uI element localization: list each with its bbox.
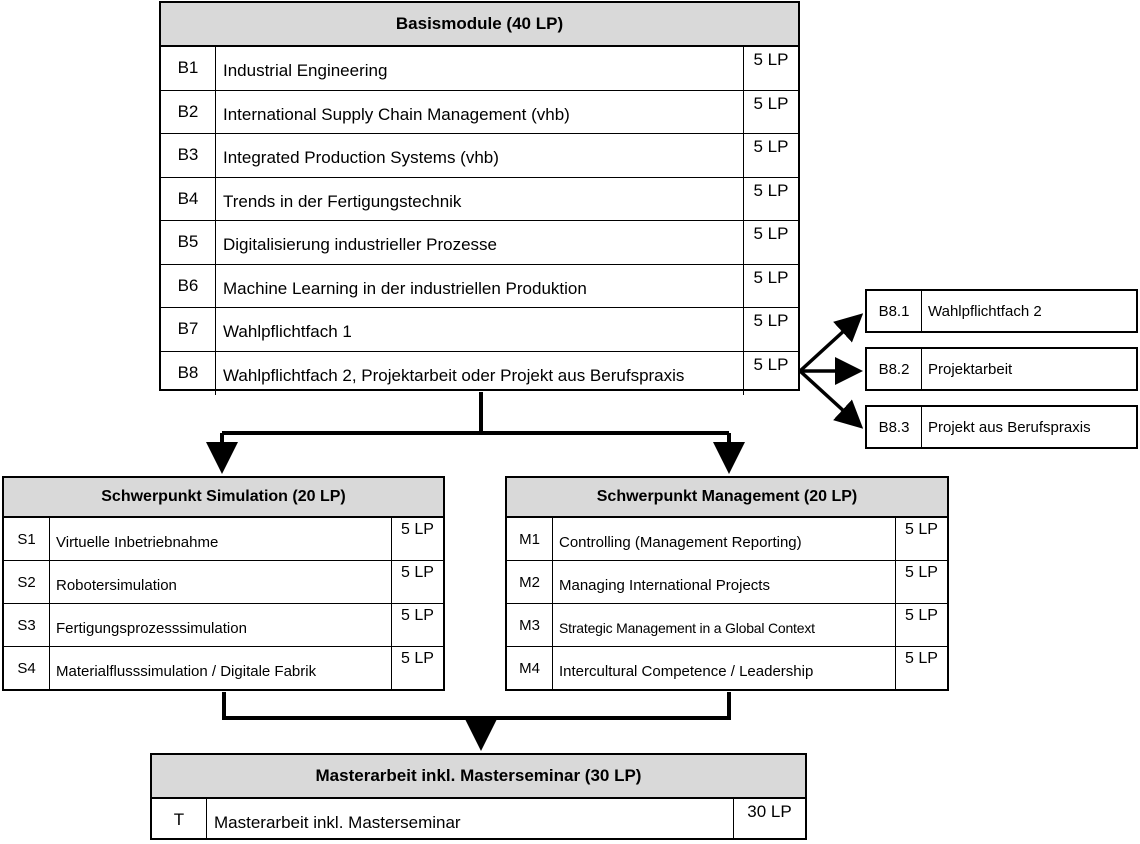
arrow-b8-to-b8-3 — [800, 371, 858, 424]
module-name: Intercultural Competence / Leadership — [559, 663, 814, 680]
module-row-b3 — [161, 134, 798, 178]
module-credits: 5 LP — [391, 604, 443, 646]
management-table — [505, 476, 949, 691]
option-name: Projektarbeit — [928, 360, 1013, 378]
option-code: B8.2 — [867, 349, 922, 389]
module-name: Virtuelle Inbetriebnahme — [56, 533, 219, 551]
module-code: B2 — [161, 91, 216, 134]
option-name: Wahlpflichtfach 2 — [928, 302, 1042, 320]
module-name: Robotersimulation — [56, 576, 177, 594]
module-name: Strategic Management in a Global Context — [559, 620, 815, 636]
module-credits: 5 LP — [743, 221, 798, 264]
module-code: S3 — [4, 604, 50, 646]
module-name: Managing International Projects — [559, 576, 770, 594]
module-name: Controlling (Management Reporting) — [559, 533, 802, 551]
option-code: B8.1 — [867, 291, 922, 331]
module-row-b2 — [161, 91, 798, 135]
module-name: Machine Learning in der industriellen Produktion — [223, 278, 587, 298]
module-credits: 30 LP — [733, 799, 805, 840]
module-name: Industrial Engineering — [223, 61, 388, 81]
module-row-t — [152, 799, 805, 840]
module-code: S4 — [4, 647, 50, 690]
module-row-b7 — [161, 308, 798, 352]
masterarbeit-header: Masterarbeit inkl. Masterseminar (30 LP) — [152, 755, 805, 799]
simulation-table — [2, 476, 445, 691]
module-credits: 5 LP — [391, 518, 443, 560]
module-credits: 5 LP — [895, 647, 947, 690]
module-credits: 5 LP — [391, 561, 443, 603]
module-credits: 5 LP — [895, 561, 947, 603]
option-name: Projekt aus Berufspraxis — [928, 418, 1091, 436]
module-name: Fertigungsprozesssimulation — [56, 619, 247, 637]
module-name: Masterarbeit inkl. Masterseminar — [214, 812, 461, 832]
simulation-header: Schwerpunkt Simulation (20 LP) — [4, 478, 443, 518]
module-row-b4 — [161, 178, 798, 222]
module-code: B3 — [161, 134, 216, 177]
module-code: M1 — [507, 518, 553, 560]
module-name: Wahlpflichtfach 2, Projektarbeit oder Projekt aus Berufspraxis — [223, 366, 685, 386]
management-header: Schwerpunkt Management (20 LP) — [507, 478, 947, 518]
module-name: Wahlpflichtfach 1 — [223, 322, 352, 342]
module-code: B8 — [161, 352, 216, 396]
module-code: S2 — [4, 561, 50, 603]
module-name: Integrated Production Systems (vhb) — [223, 148, 499, 168]
module-row-s4 — [4, 647, 443, 690]
module-credits: 5 LP — [743, 47, 798, 90]
b8-option-box — [865, 405, 1138, 449]
module-credits: 5 LP — [895, 518, 947, 560]
arrow-b8-to-b8-1 — [800, 318, 858, 371]
module-code: M3 — [507, 604, 553, 646]
module-row-s1 — [4, 518, 443, 561]
module-code: S1 — [4, 518, 50, 560]
module-credits: 5 LP — [391, 647, 443, 690]
module-row-m2 — [507, 561, 947, 604]
module-code: M4 — [507, 647, 553, 690]
module-row-m3 — [507, 604, 947, 647]
module-name: Digitalisierung industrieller Prozesse — [223, 235, 498, 255]
connector-simulation-down — [224, 692, 729, 718]
module-credits: 5 LP — [743, 134, 798, 177]
module-credits: 5 LP — [743, 265, 798, 308]
module-row-b6 — [161, 265, 798, 309]
option-code: B8.3 — [867, 407, 922, 447]
basismodule-header: Basismodule (40 LP) — [161, 3, 798, 47]
module-credits: 5 LP — [743, 91, 798, 134]
module-row-b5 — [161, 221, 798, 265]
module-credits: 5 LP — [743, 178, 798, 221]
module-name: Trends in der Fertigungstechnik — [223, 191, 462, 211]
module-name: International Supply Chain Management (vhb) — [223, 104, 570, 124]
module-row-b8 — [161, 352, 798, 396]
module-code: B6 — [161, 265, 216, 308]
module-row-m4 — [507, 647, 947, 690]
module-code: B5 — [161, 221, 216, 264]
module-code: T — [152, 799, 207, 840]
module-row-b1 — [161, 47, 798, 91]
basismodule-table — [159, 1, 800, 391]
module-row-m1 — [507, 518, 947, 561]
module-row-s3 — [4, 604, 443, 647]
module-credits: 5 LP — [743, 308, 798, 351]
module-code: B7 — [161, 308, 216, 351]
module-row-s2 — [4, 561, 443, 604]
module-code: M2 — [507, 561, 553, 603]
b8-option-box — [865, 347, 1138, 391]
masterarbeit-table — [150, 753, 807, 840]
module-code: B4 — [161, 178, 216, 221]
module-name: Materialflusssimulation / Digitale Fabrik — [56, 663, 317, 680]
module-credits: 5 LP — [895, 604, 947, 646]
b8-option-box — [865, 289, 1138, 333]
module-credits: 5 LP — [743, 352, 798, 396]
module-code: B1 — [161, 47, 216, 90]
